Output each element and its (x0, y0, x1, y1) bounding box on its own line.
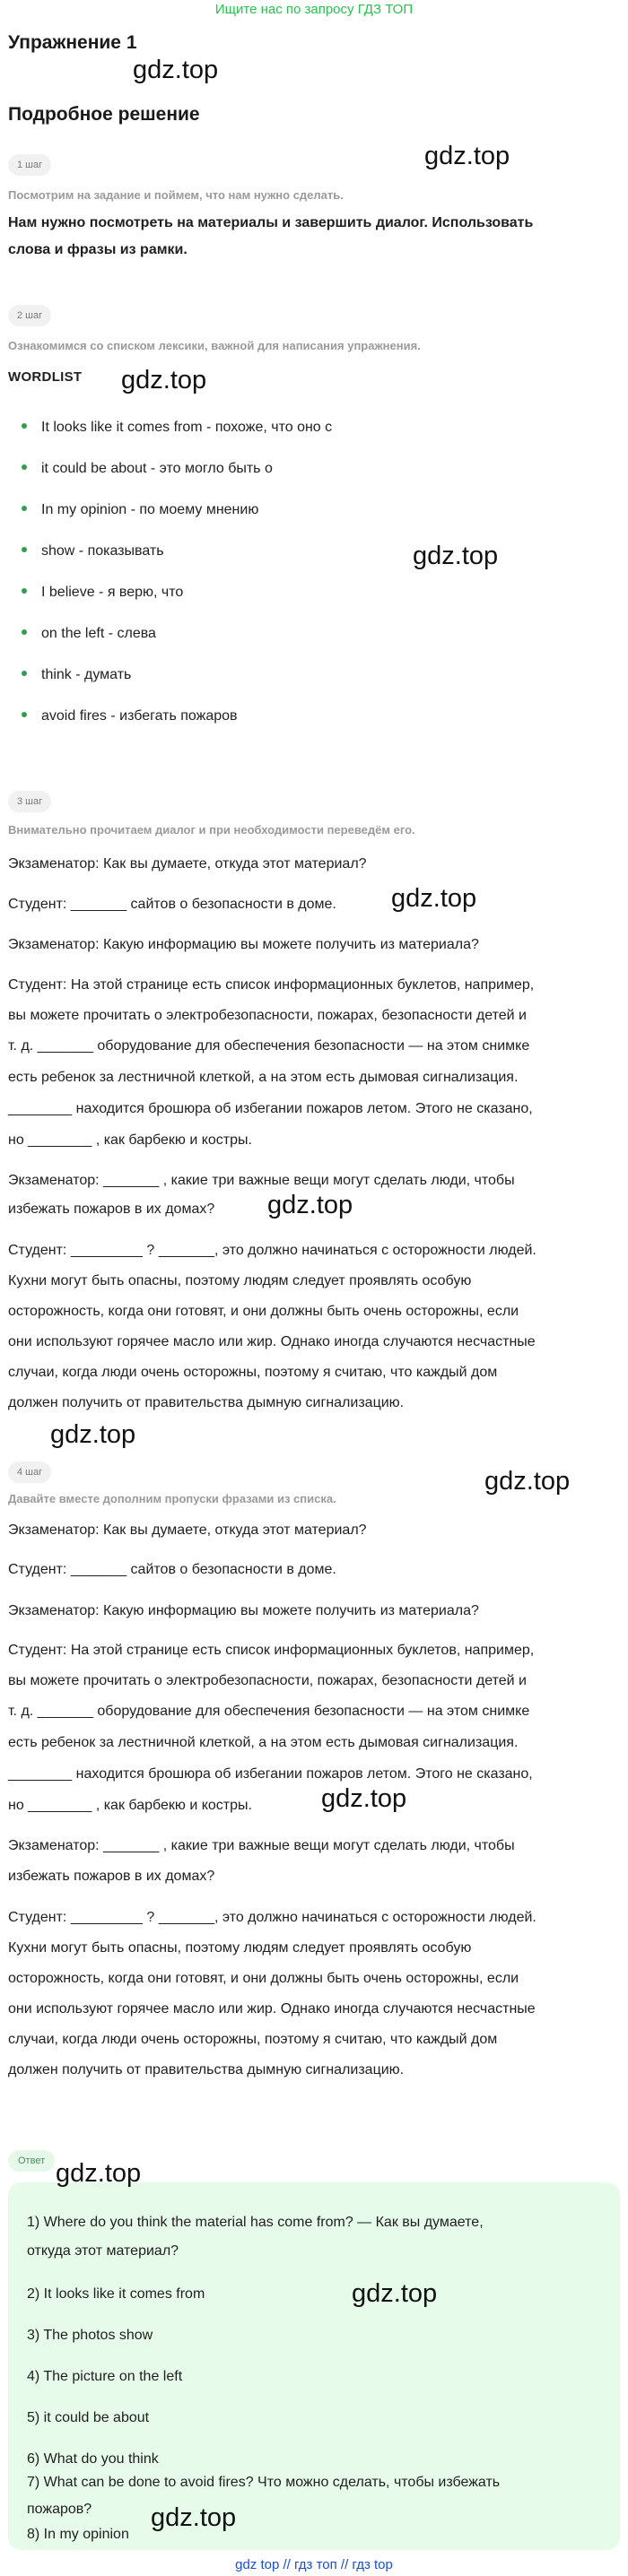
watermark: gdz.top (50, 1420, 136, 1449)
bullet-icon (22, 464, 27, 470)
bullet-icon (22, 588, 27, 594)
watermark: gdz.top (391, 884, 477, 913)
wordlist-item-text: I believe - я верю, что (41, 585, 184, 600)
wordlist-item-text: show - показывать (41, 543, 164, 559)
dialog-line: Кухни могут быть опасны, поэтому людям следует проявлять особую (8, 1940, 472, 1956)
text-line: слова и фразы из рамки. (8, 242, 188, 257)
answer-line: 2) It looks like it comes from (27, 2286, 205, 2302)
bullet-icon (22, 423, 27, 429)
dialog-line: но ________ , как барбекю и костры. (8, 1798, 252, 1813)
watermark: gdz.top (424, 142, 510, 170)
dialog-line: должен получить от правительства дымную сигнализацию. (8, 1395, 405, 1410)
wordlist-item (22, 667, 131, 683)
wordlist-item (22, 708, 238, 724)
answer-line: откуда этот материал? (27, 2243, 179, 2259)
dialog-line: случаи, когда люди очень осторожны, поэтому я считаю, что каждый дом (8, 2032, 498, 2047)
answer-line: 5) it could be about (27, 2410, 150, 2425)
dialog-line: т. д. _______ оборудование для обеспечения безопасности — на этом снимке (8, 1038, 530, 1054)
wordlist-item-text: In my opinion - по моему мнению (41, 502, 259, 517)
dialog-line: вы можете прочитать о электробезопасности, пожарах, безопасности детей и (8, 1673, 527, 1688)
dialog-line: но ________ , как барбекю и костры. (8, 1132, 252, 1148)
watermark: gdz.top (133, 56, 219, 84)
dialog-line: Экзаменатор: Какую информацию вы можете получить из материала? (8, 1603, 479, 1618)
watermark: gdz.top (56, 2159, 142, 2188)
section-title: Подробное решение (8, 104, 200, 125)
wordlist-title: WORDLIST (8, 369, 83, 385)
answer-line: 3) The photos show (27, 2328, 153, 2343)
bullet-icon (22, 712, 27, 717)
watermark: gdz.top (121, 366, 207, 395)
wordlist-item (22, 420, 332, 436)
page-title: Упражнение 1 (8, 32, 137, 53)
answer-line: 7) What can be done to avoid fires? Что можно сделать, чтобы избежать (27, 2475, 501, 2490)
dialog-line: осторожность, когда они готовят, и они должны быть очень осторожны, если (8, 1971, 519, 1986)
answer-line: 6) What do you think (27, 2451, 159, 2467)
dialog-line: Студент: _________ ? _______, это должно начинаться с осторожности людей. (8, 1243, 536, 1258)
answer-box (8, 2182, 620, 2550)
bullet-icon (22, 547, 27, 552)
wordlist-item (22, 543, 164, 559)
wordlist-item-text: think - думать (41, 667, 132, 682)
dialog-line: Студент: На этой странице есть список информационных буклетов, например, (8, 977, 535, 993)
wordlist-item (22, 585, 183, 601)
step-2-hint: Ознакомимся со списком лексики, важной для написания упражнения. (8, 339, 421, 352)
step-4-badge: 4 шаг (8, 1461, 51, 1483)
footer-links[interactable]: gdz top // гдз топ // гдз top (235, 2557, 393, 2572)
dialog-line: есть ребенок за лестничной клеткой, а на этом есть дымовая сигнализация. (8, 1735, 519, 1750)
watermark: gdz.top (267, 1191, 353, 1219)
bullet-icon (22, 506, 27, 511)
text-line: Нам нужно посмотреть на материалы и завершить диалог. Использовать (8, 215, 534, 230)
wordlist-item (22, 626, 156, 642)
dialog-line: избежать пожаров в их домах? (8, 1869, 215, 1884)
dialog-line: ________ находится брошюра об избегании пожаров летом. Этого не сказано, (8, 1766, 533, 1782)
answer-line: 8) In my opinion (27, 2527, 129, 2542)
dialog-line: есть ребенок за лестничной клеткой, а на этом есть дымовая сигнализация. (8, 1070, 519, 1085)
step-1-badge: 1 шаг (8, 154, 51, 176)
dialog-line: осторожность, когда они готовят, и они должны быть очень осторожны, если (8, 1304, 519, 1319)
step-3-badge: 3 шаг (8, 791, 51, 812)
dialog-line: Студент: _________ ? _______, это должно начинаться с осторожности людей. (8, 1910, 536, 1925)
answer-line: 1) Where do you think the material has come from? — Как вы думаете, (27, 2215, 484, 2230)
dialog-line: Студент: _______ сайтов о безопасности в доме. (8, 897, 336, 912)
watermark: gdz.top (352, 2279, 438, 2308)
dialog-line: Экзаменатор: Как вы думаете, откуда этот материал? (8, 1522, 367, 1538)
dialog-line: они используют горячее масло или жир. Однако иногда случаются несчастные (8, 1334, 536, 1349)
bullet-icon (22, 629, 27, 635)
dialog-line: Экзаменатор: _______ , какие три важные вещи могут сделать люди, чтобы (8, 1838, 515, 1853)
top-banner[interactable]: Ищите нас по запросу ГДЗ ТОП (214, 2, 414, 17)
watermark: gdz.top (151, 2503, 237, 2532)
dialog-line: Студент: На этой странице есть список информационных буклетов, например, (8, 1643, 535, 1658)
dialog-line: случаи, когда люди очень осторожны, поэтому я считаю, что каждый дом (8, 1365, 498, 1380)
step-1-hint: Посмотрим на задание и поймем, что нам нужно сделать. (8, 188, 344, 202)
bullet-icon (22, 671, 27, 676)
dialog-line: Студент: _______ сайтов о безопасности в доме. (8, 1562, 336, 1577)
dialog-line: вы можете прочитать о электробезопасности, пожарах, безопасности детей и (8, 1008, 527, 1023)
dialog-line: Кухни могут быть опасны, поэтому людям следует проявлять особую (8, 1273, 472, 1288)
step-4-hint: Давайте вместе дополним пропуски фразами из списка. (8, 1492, 336, 1505)
answer-line: пожаров? (27, 2502, 92, 2517)
dialog-line: Экзаменатор: Какую информацию вы можете получить из материала? (8, 937, 479, 952)
dialog-line: т. д. _______ оборудование для обеспечения безопасности — на этом снимке (8, 1704, 530, 1719)
wordlist-item-text: avoid fires - избегать пожаров (41, 708, 238, 724)
step-2-badge: 2 шаг (8, 305, 51, 326)
wordlist-item (22, 502, 258, 518)
watermark: gdz.top (484, 1467, 571, 1496)
wordlist-item-text: on the left - слева (41, 626, 156, 641)
step-1-text (8, 210, 627, 264)
dialog-line: избежать пожаров в их домах? (8, 1201, 215, 1217)
dialog-line: Экзаменатор: Как вы думаете, откуда этот материал? (8, 856, 367, 872)
dialog-line: Экзаменатор: _______ , какие три важные вещи могут сделать люди, чтобы (8, 1173, 515, 1188)
wordlist-item (22, 461, 273, 477)
watermark: gdz.top (413, 542, 499, 570)
wordlist-item-text: It looks like it comes from - похоже, что оно с (41, 420, 333, 435)
step-3-hint: Внимательно прочитаем диалог и при необходимости переведём его. (8, 823, 415, 837)
dialog-line: они используют горячее масло или жир. Однако иногда случаются несчастные (8, 2001, 536, 2017)
wordlist-item-text: it could be about - это могло быть о (41, 461, 273, 476)
watermark: gdz.top (321, 1784, 407, 1813)
answer-badge: Ответ (8, 2150, 55, 2172)
dialog-line: должен получить от правительства дымную сигнализацию. (8, 2062, 405, 2077)
dialog-line: ________ находится брошюра об избегании пожаров летом. Этого не сказано, (8, 1101, 533, 1116)
answer-line: 4) The picture on the left (27, 2369, 183, 2384)
